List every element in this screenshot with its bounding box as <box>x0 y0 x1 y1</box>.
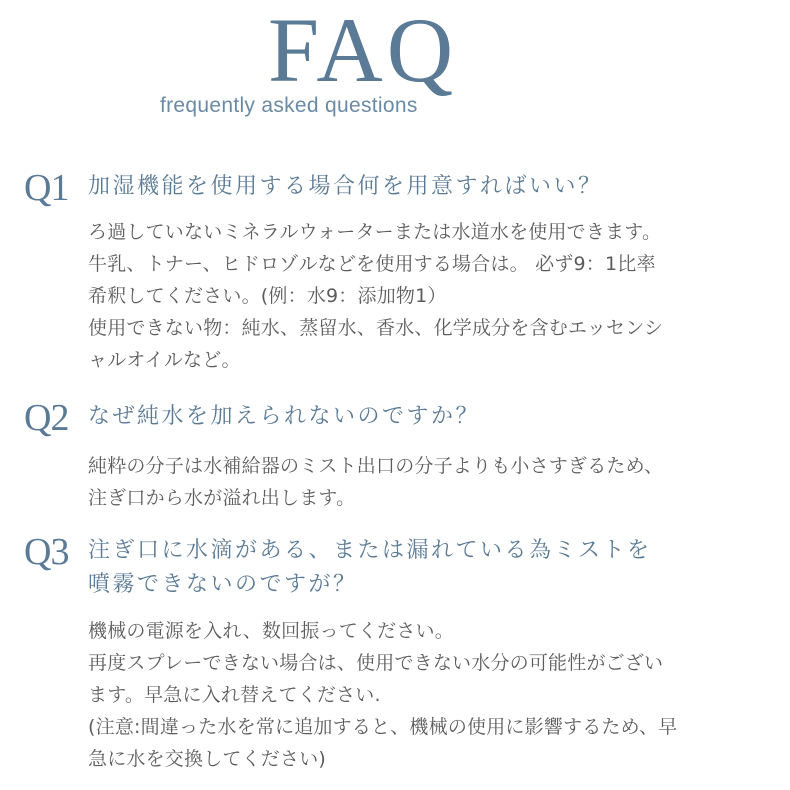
answer-line: 純粋の分子は水補給器のミスト出口の分子よりも小さすぎるため、 <box>88 455 664 477</box>
faq-subtitle: frequently asked questions <box>160 94 418 117</box>
answer-line: 再度スプレーできない場合は、使用できない水分の可能性がござい <box>88 652 664 674</box>
answer-line: 注ぎ口から水が溢れ出します。 <box>88 487 356 509</box>
question-text: 加湿機能を使用する場合何を用意すればいい？ <box>88 174 603 199</box>
answer-line: 機械の電源を入れ、数回振ってください。 <box>88 620 454 642</box>
question-line: 噴霧できないのですが？ <box>88 572 358 597</box>
answer-line: 牛乳、トナー、ヒドロゾルなどを使用する場合は。 必ず9：1比率 <box>88 253 656 275</box>
question-number: Q2 <box>24 397 69 439</box>
question-line: 注ぎ口に水滴がある、または漏れている為ミストを <box>88 538 652 563</box>
question-number: Q1 <box>24 167 69 209</box>
answer <box>88 450 760 514</box>
answer-line: 急に水を交換してください) <box>88 748 327 770</box>
answer <box>88 615 760 775</box>
answer-line: (注意:間違った水を常に追加すると、機械の使用に影響するため、早 <box>88 716 678 738</box>
answer-line: 使用できない物：純水、蒸留水、香水、化学成分を含むエッセンシ <box>88 317 664 339</box>
answer-line: ャルオイルなど。 <box>88 349 241 371</box>
answer <box>88 216 760 376</box>
faq-title: FAQ <box>268 0 458 101</box>
answer-line: 希釈してください。(例：水9：添加物1） <box>88 285 447 307</box>
question-text <box>88 534 768 602</box>
question-text: なぜ純水を加えられないのですか？ <box>88 404 481 429</box>
answer-line: ろ過していないミネラルウォーターまたは水道水を使用できます。 <box>88 221 662 243</box>
answer-line: ます。早急に入れ替えてください. <box>88 684 381 706</box>
question-number: Q3 <box>24 531 69 573</box>
